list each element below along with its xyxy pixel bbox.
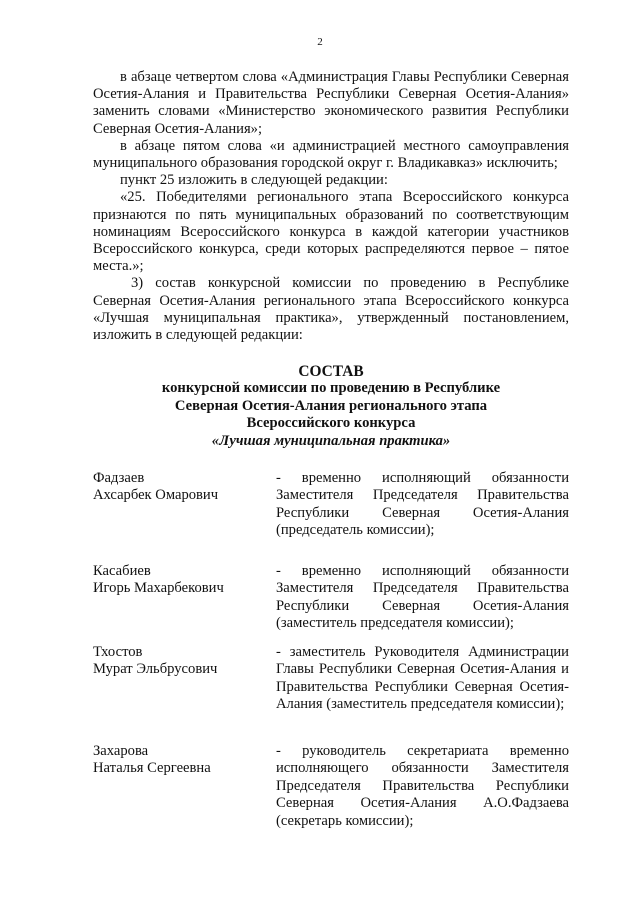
paragraph-item-3: 3) состав конкурсной комиссии по проведению в Республике Северная Осетия-Алания регионального этапа Всероссийского конкурса «Лучшая муниципальная практика», утвержденный постановлением, изложить в следующей редакции:	[93, 275, 569, 344]
member-role: - временно исполняющий обязанности Заместителя Председателя Правительства Республики Северная Осетия-Алания (председатель комиссии);	[276, 470, 569, 539]
member-given-names: Мурат Эльбрусович	[93, 661, 218, 678]
member-role: - руководитель секретариата временно исполняющего обязанности Заместителя Председателя Правительства Республики Северная Осетия-Алания А.О.Фадзаева (секретарь комиссии);	[276, 743, 569, 829]
commission-title	[93, 363, 569, 450]
member-surname: Тхостов	[93, 644, 143, 660]
member-name	[93, 644, 263, 679]
page-number: 2	[317, 36, 323, 48]
member-name	[93, 563, 263, 598]
member-name	[93, 470, 263, 505]
member-given-names: Ахсарбек Омарович	[93, 487, 219, 504]
member-role: - заместитель Руководителя Администрации Главы Республики Северная Осетия-Алания и Правительства Республики Северная Осетия-Алания (заместитель председателя комиссии);	[276, 644, 569, 713]
amendment-text	[93, 69, 569, 344]
title-line-3: Всероссийского конкурса	[246, 415, 416, 432]
member-role: - временно исполняющий обязанности Заместителя Председателя Правительства Республики Северная Осетия-Алания (заместитель председателя комиссии);	[276, 563, 569, 632]
title-heading: СОСТАВ	[298, 363, 364, 380]
member-given-names: Игорь Махарбекович	[93, 580, 224, 597]
member-surname: Касабиев	[93, 563, 151, 579]
member-surname: Фадзаев	[93, 470, 145, 486]
title-line-1: конкурсной комиссии по проведению в Республике	[161, 380, 501, 397]
member-given-names: Наталья Сергеевна	[93, 760, 211, 777]
paragraph-punkt-25: пункт 25 изложить в следующей редакции:	[120, 172, 388, 189]
title-line-2: Северная Осетия-Алания регионального этапа	[174, 397, 488, 414]
paragraph-abzac-4: в абзаце четвертом слова «Администрация Главы Республики Северная Осетия-Алания и Правительства Республики Северная Осетия-Алания» заменить словами «Министерство экономического развития Республики Северная Осетия-Алания»;	[93, 69, 569, 137]
paragraph-punkt-25-text: «25. Победителями регионального этапа Всероссийского конкурса признаются по пять муниципальных образований по соответствующим номинациям Всероссийского конкурса в каждой категории участников Всероссийского конкурса, среди которых распределяются первое – пятое места.»;	[93, 189, 569, 275]
paragraph-abzac-5: в абзаце пятом слова «и администрацией местного самоуправления муниципального образования городской округ г. Владикавказ» исключить;	[93, 137, 569, 172]
title-line-4: «Лучшая муниципальная практика»	[211, 432, 451, 449]
member-surname: Захарова	[93, 743, 149, 759]
member-name	[93, 743, 263, 778]
